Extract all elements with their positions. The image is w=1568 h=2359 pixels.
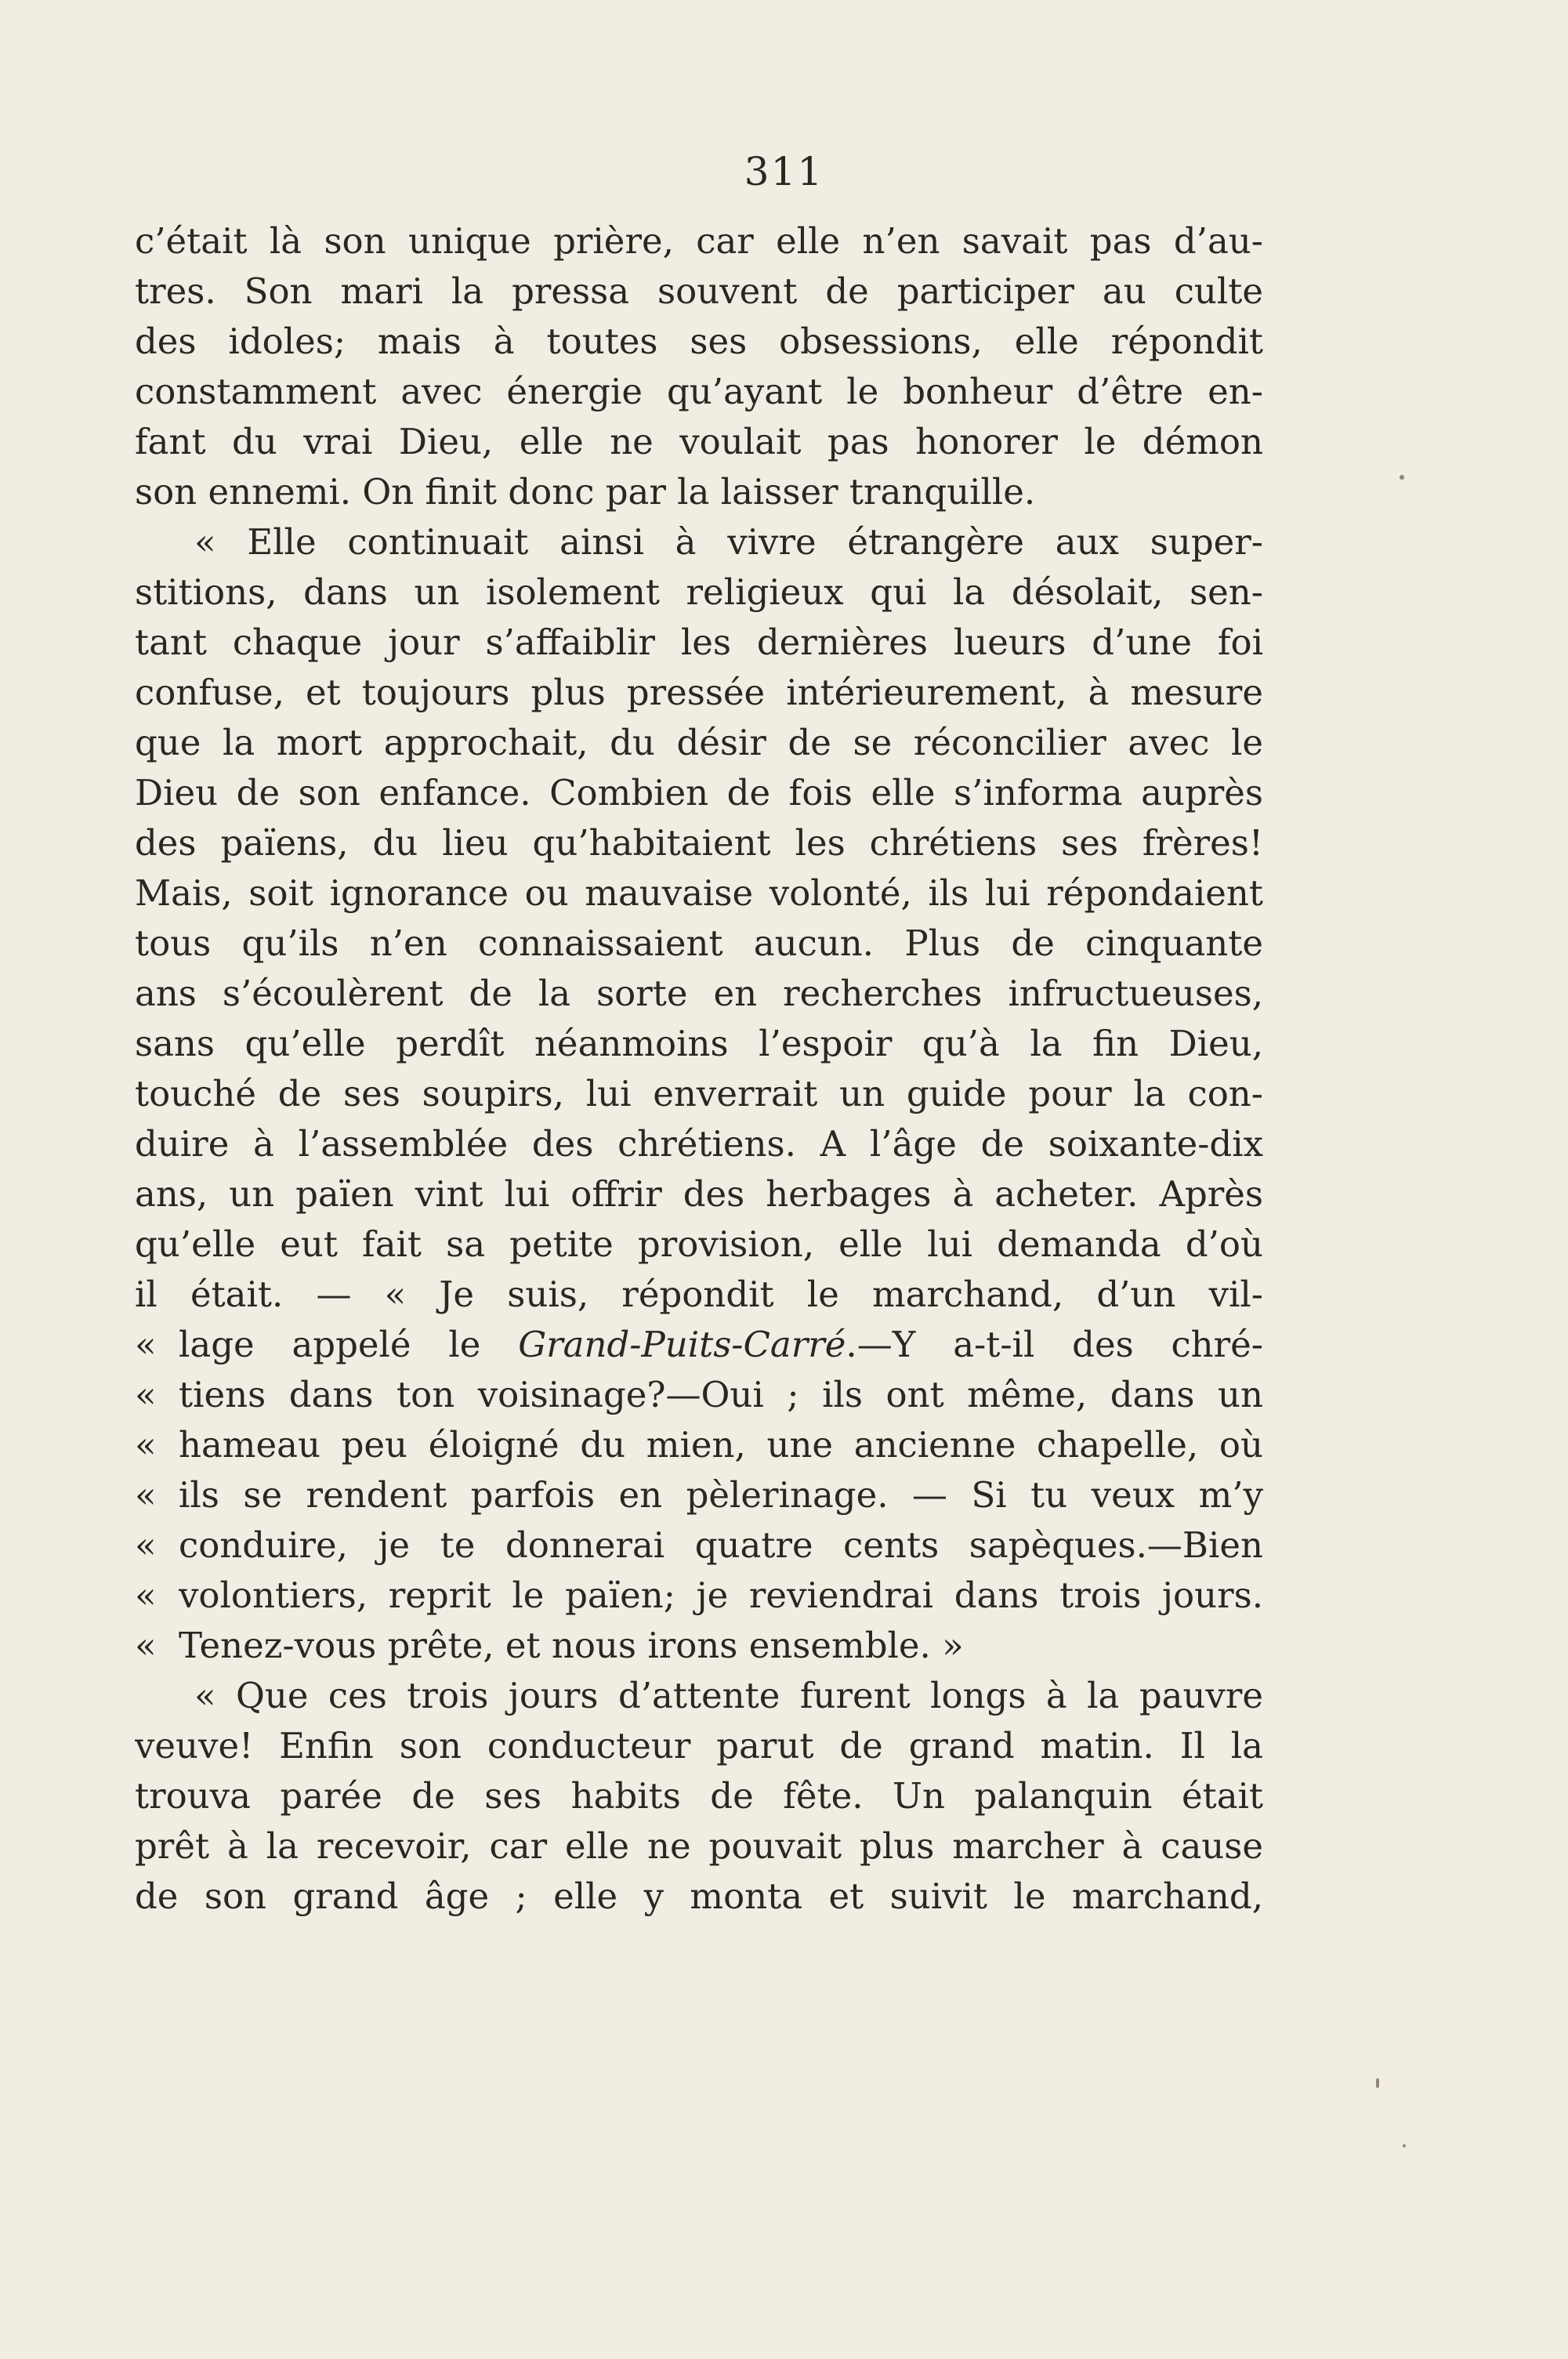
dialog-text xyxy=(179,1370,1263,1420)
text-line: de son grand âge ; elle y monta et suivit le marchand, xyxy=(135,1875,1263,1917)
body-text xyxy=(135,216,1263,1922)
dialog-line xyxy=(135,1470,1263,1520)
text-line: confuse, et toujours plus pressée intérieurement, à mesure xyxy=(135,672,1263,713)
dialog-line xyxy=(135,1370,1263,1420)
dialog-text-segment: lage appelé le xyxy=(179,1324,519,1365)
text-line: trouva parée de ses habits de fête. Un palanquin était xyxy=(135,1775,1263,1817)
text-line: tres. Son mari la pressa souvent de participer au culte xyxy=(135,270,1263,312)
text-line: duire à l’assemblée des chrétiens. A l’âge de soixante-dix xyxy=(135,1123,1263,1165)
quote-mark: « xyxy=(135,1374,157,1415)
text-line: stitions, dans un isolement religieux qui la désolait, sen- xyxy=(135,571,1263,613)
text-line: « Que ces trois jours d’attente furent longs à la pauvre xyxy=(194,1675,1263,1716)
dialog-text xyxy=(179,1621,1263,1671)
text-line: prêt à la recevoir, car elle ne pouvait plus marcher à cause xyxy=(135,1825,1263,1867)
text-line: il était. — « Je suis, répondit le marchand, d’un vil- xyxy=(135,1274,1263,1315)
closing-paragraph xyxy=(135,1671,1263,1922)
place-name: Grand-Puits-Carré xyxy=(518,1324,846,1365)
text-line: veuve! Enfin son conducteur parut de grand matin. Il la xyxy=(135,1725,1263,1767)
text-line: « Elle continuait ainsi à vivre étrangère aux super- xyxy=(194,521,1263,563)
dialog-line xyxy=(135,1571,1263,1621)
paragraph-lines xyxy=(135,216,1263,1320)
paper-speck xyxy=(1400,475,1404,480)
quote-mark: « xyxy=(135,1574,157,1616)
paper-speck xyxy=(1403,2144,1406,2147)
text-line: des idoles; mais à toutes ses obsessions, elle répondit xyxy=(135,321,1263,362)
quote-mark: « xyxy=(135,1474,157,1516)
text-line: ans s’écoulèrent de la sorte en recherches infructueuses, xyxy=(135,973,1263,1014)
text-line: tant chaque jour s’affaiblir les dernières lueurs d’une foi xyxy=(135,621,1263,663)
text-line: fant du vrai Dieu, elle ne voulait pas honorer le démon xyxy=(135,421,1263,462)
text-line: touché de ses soupirs, lui enverrait un guide pour la con- xyxy=(135,1073,1263,1114)
dialog-text-segment: conduire, je te donnerai quatre cents sapèques.—Bien xyxy=(179,1524,1263,1566)
quote-mark: « xyxy=(135,1625,157,1666)
text-line: qu’elle eut fait sa petite provision, elle lui demanda d’où xyxy=(135,1223,1263,1265)
quote-mark: « xyxy=(135,1324,157,1365)
text-line: sans qu’elle perdît néanmoins l’espoir qu’à la fin Dieu, xyxy=(135,1023,1263,1064)
paper-speck xyxy=(1376,2078,1379,2088)
quote-mark: « xyxy=(135,1524,157,1566)
dialog-line xyxy=(135,1520,1263,1571)
dialog-text xyxy=(179,1520,1263,1571)
quote-mark: « xyxy=(135,1424,157,1466)
text-line: son ennemi. On finit donc par la laisser tranquille. xyxy=(135,471,1036,513)
dialog-text xyxy=(179,1571,1263,1621)
dialog-line xyxy=(135,1320,1263,1370)
dialog-text xyxy=(179,1470,1263,1520)
dialog-text xyxy=(179,1420,1263,1470)
dialog-text-segment: tiens dans ton voisinage?—Oui ; ils ont même, dans un xyxy=(179,1374,1263,1415)
dialog-line xyxy=(135,1420,1263,1470)
text-line: tous qu’ils n’en connaissaient aucun. Plus de cinquante xyxy=(135,922,1263,964)
text-line: que la mort approchait, du désir de se réconcilier avec le xyxy=(135,722,1263,763)
text-line: ans, un païen vint lui offrir des herbages à acheter. Après xyxy=(135,1173,1263,1215)
text-line: c’était là son unique prière, car elle n’en savait pas d’au- xyxy=(135,220,1263,262)
text-line: des païens, du lieu qu’habitaient les chrétiens ses frères! xyxy=(135,822,1263,864)
text-line: Mais, soit ignorance ou mauvaise volonté, ils lui répondaient xyxy=(135,872,1263,914)
page-number: 311 xyxy=(744,149,824,194)
dialog-line xyxy=(135,1621,1263,1671)
text-line: Dieu de son enfance. Combien de fois elle s’informa auprès xyxy=(135,772,1263,814)
dialog-text xyxy=(179,1320,1263,1370)
dialog-text-segment: .—Y a-t-il des chré- xyxy=(846,1324,1263,1365)
text-line: constamment avec énergie qu’ayant le bonheur d’être en- xyxy=(135,371,1263,412)
dialog-text-segment: Tenez-vous prête, et nous irons ensemble. » xyxy=(179,1625,964,1666)
dialog-text-segment: volontiers, reprit le païen; je reviendrai dans trois jours. xyxy=(179,1574,1263,1616)
dialog-text-segment: ils se rendent parfois en pèlerinage. — Si tu veux m’y xyxy=(179,1474,1263,1516)
dialog-text-segment: hameau peu éloigné du mien, une ancienne chapelle, où xyxy=(179,1424,1263,1466)
dialog-block xyxy=(135,1320,1263,1671)
